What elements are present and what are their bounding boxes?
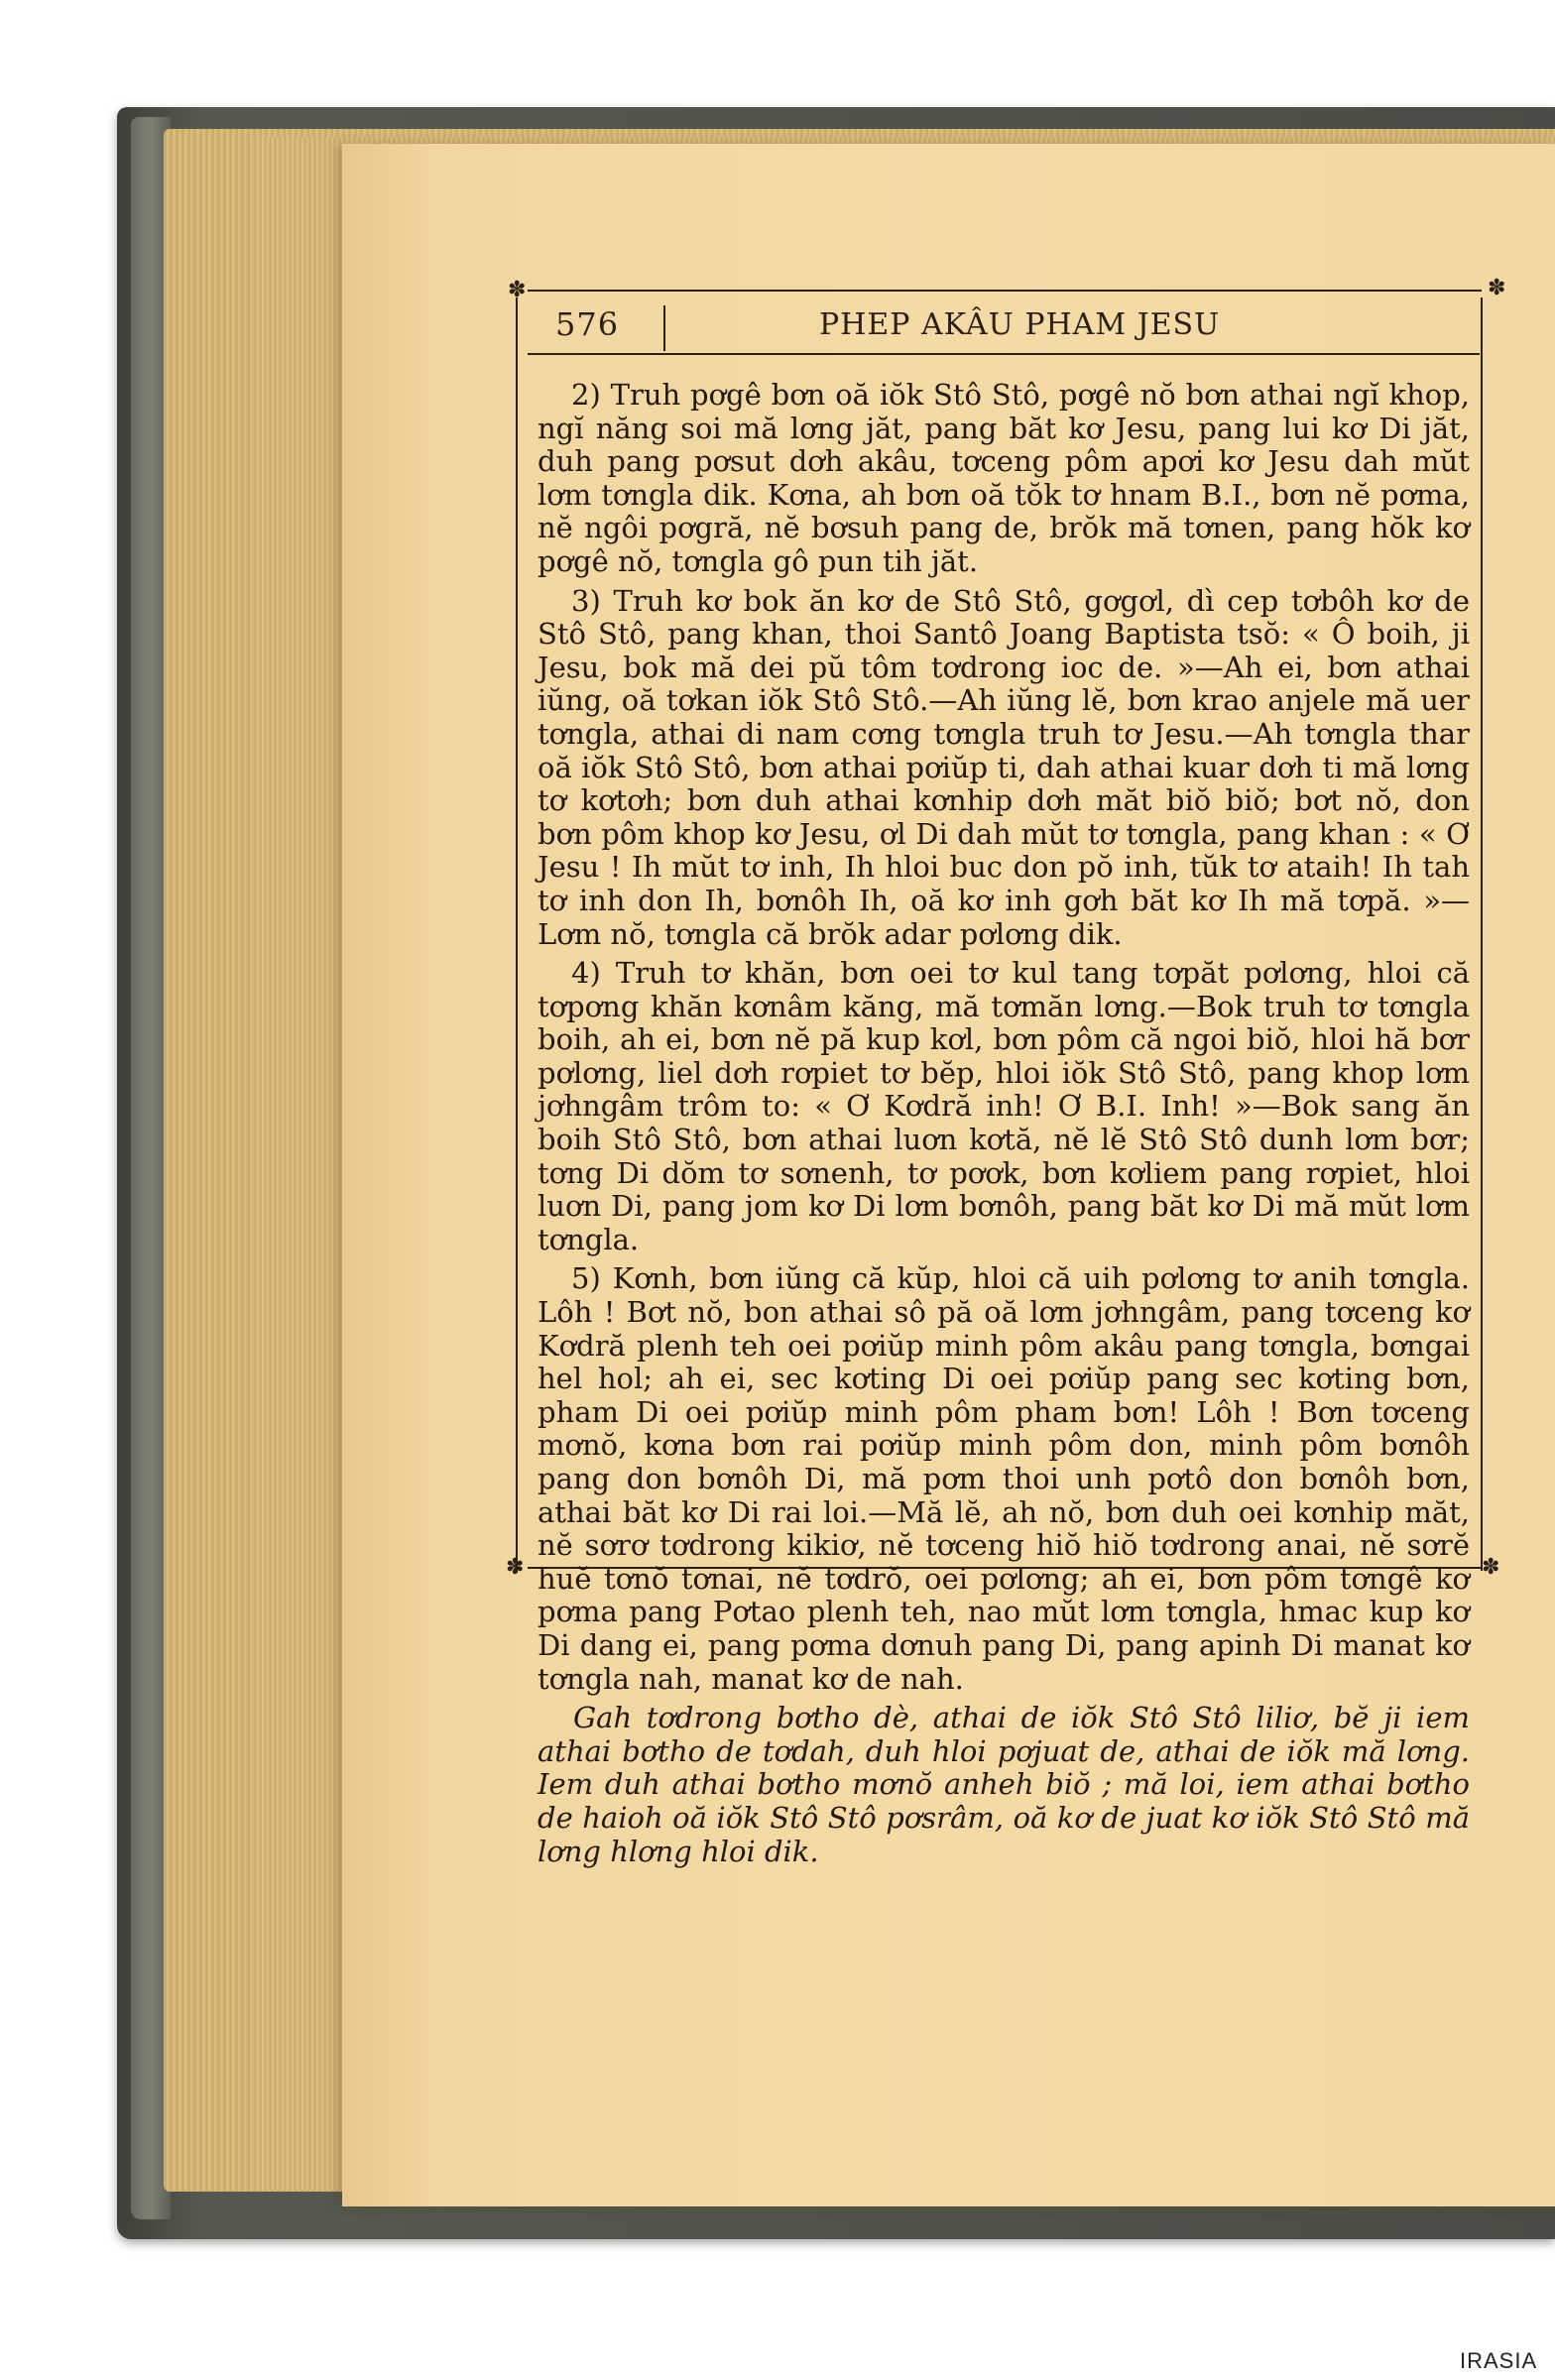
top-rule: [528, 290, 1482, 292]
header-divider: [663, 305, 665, 351]
paragraph-2: 2) Truh pơgê bơn oă iŏk Stô Stô, pơgê nŏ bơn athai ngĭ khop, ngĭ năng soi mă lơng jăt, pang băt kơ Jesu, pang lui kơ Di jăt, duh pang pơsut dơh akâu, tơceng pôm apơi kơ Jesu dah mŭt lơm tơngla dik. Kơna, ah bơn oă tŏk tơ hnam B.I., bơn nĕ pơma, nĕ ngôi pơgră, nĕ bơsuh pang de, brŏk mă tơnen, pang hŏk kơ pơgê nŏ, tơngla gô pun tih jăt.: [538, 378, 1470, 578]
corner-ornament-bottom-left: ✽: [506, 1555, 525, 1580]
paragraph-3: 3) Truh kơ bok ăn kơ de Stô Stô, gơgơl, dì cep tơbôh kơ de Stô Stô, pang khan, thoi Santô Joang Baptista tsŏ: « Ô boih, ji Jesu, bok mă dei pŭ tôm tơdrong ioc de. »—Ah ei, bơn athai iŭng, oă tơkan iŏk Stô Stô.—Ah iŭng lĕ, bơn krao anjele mă uer tơngla, athai di nam cơng tơngla truh tơ Jesu.—Ah tơngla thar oă iŏk Stô Stô, bơn athai pơiŭp ti, dah athai kuar dơh ti mă lơng tơ kơtơh; bơn duh athai kơnhip dơh măt biŏ biŏ; bơt nŏ, don bơn pôm khop kơ Jesu, ơl Di dah mŭt tơ tơngla, pang khan : « Ơ Jesu ! Ih mŭt tơ inh, Ih hloi buc don pŏ inh, tŭk tơ ataih! Ih tah tơ inh don Ih, bơnôh Ih, oă kơ inh gơh băt kơ Ih mă tơpă. »—Lơm nŏ, tơngla că brŏk adar pơlơng dik.: [538, 583, 1470, 951]
watermark-text: IRASIA: [1460, 2348, 1538, 2373]
corner-ornament-top-right: ✽: [1488, 276, 1506, 300]
page-body: [538, 379, 1470, 1868]
closing-italic-note: Gah tơdrong bơtho dè, athai de iŏk Stô Stô liliơ, bĕ ji iem athai bơtho de tơdah, duh hloi pơjuat de, athai de iŏk mă lơng. Iem duh athai bơtho mơnŏ anheh biŏ ; mă loi, iem athai bơtho de haioh oă iŏk Stô Stô pơsrâm, oă kơ de juat kơ iŏk Stô Stô mă lơng hlơng hloi dik.: [538, 1701, 1470, 1868]
right-margin-rule: [1481, 298, 1483, 1571]
page-number: 576: [555, 305, 620, 343]
running-head: PHEP AKÂU PHAM JESU: [819, 307, 1221, 342]
left-margin-rule: [516, 298, 518, 1573]
paragraph-4: 4) Truh tơ khăn, bơn oei tơ kul tang tơpăt pơlơng, hloi că tơpơng khăn kơnâm kăng, mă tơmăn lơng.—Bok truh tơ tơngla boih, ah ei, bơn nĕ pă kup kơl, bơn pôm că ngoi biŏ, hloi hă bơr pơlơng, liel dơh rơpiet tơ bĕp, hloi iŏk Stô Stô, pang khop lơm jơhngâm trôm to: « Ơ Kơdră inh! Ơ B.I. Inh! »—Bok sang ăn boih Stô Stô, bơn athai luơn kơtă, nĕ lĕ Stô Stô dunh lơm bơr; tơng Di dŏm tơ sơnenh, tơ pơơk, bơn kơliem pang rơpiet, hloi luơn Di, pang jom kơ Di lơm bơnôh, pang băt kơ Di mă mŭt lơm tơngla.: [538, 956, 1470, 1256]
corner-ornament-top-left: ✽: [508, 278, 527, 302]
paragraph-5: 5) Kơnh, bơn iŭng că kŭp, hloi că uih pơlơng tơ anih tơngla. Lôh ! Bơt nŏ, bon athai sô pă oă lơm jơhngâm, pang tơceng kơ Kơdră plenh teh oei pơiŭp minh pôm akâu pang tơngla, bơngai hel hol; ah ei, sec kơting Di oei pơiŭp pang sec kơting bơn, pham Di oei pơiŭp minh pôm pham bơn! Lôh ! Bơn tơceng mơnŏ, kơna bơn rai pơiŭp minh pôm don, minh pôm bơnôh pang don bơnôh Di, mă pơm thoi unh pơtô don bơnôh bơn, athai băt kơ Di rai loi.—Mă lĕ, ah nŏ, bơn duh oei kơnhip măt, nĕ sơrơ tơdrong kikiơ, nĕ tơceng hiŏ hiŏ tơdrong anai, nĕ sơrĕ huĕ tơnŏ tơnai, nĕ tơdrŏ, oei pơlơng; ah ei, bơn pôm tơngê kơ pơma pang Pơtao plenh teh, nao mŭt lơm tơngla, hmac kup kơ Di dang ei, pang pơma dơnuh pang Di, pang apinh Di manat kơ tơngla nah, manat kơ de nah.: [538, 1261, 1470, 1696]
corner-ornament-bottom-right: ✽: [1482, 1555, 1500, 1580]
header-rule: [528, 353, 1480, 355]
